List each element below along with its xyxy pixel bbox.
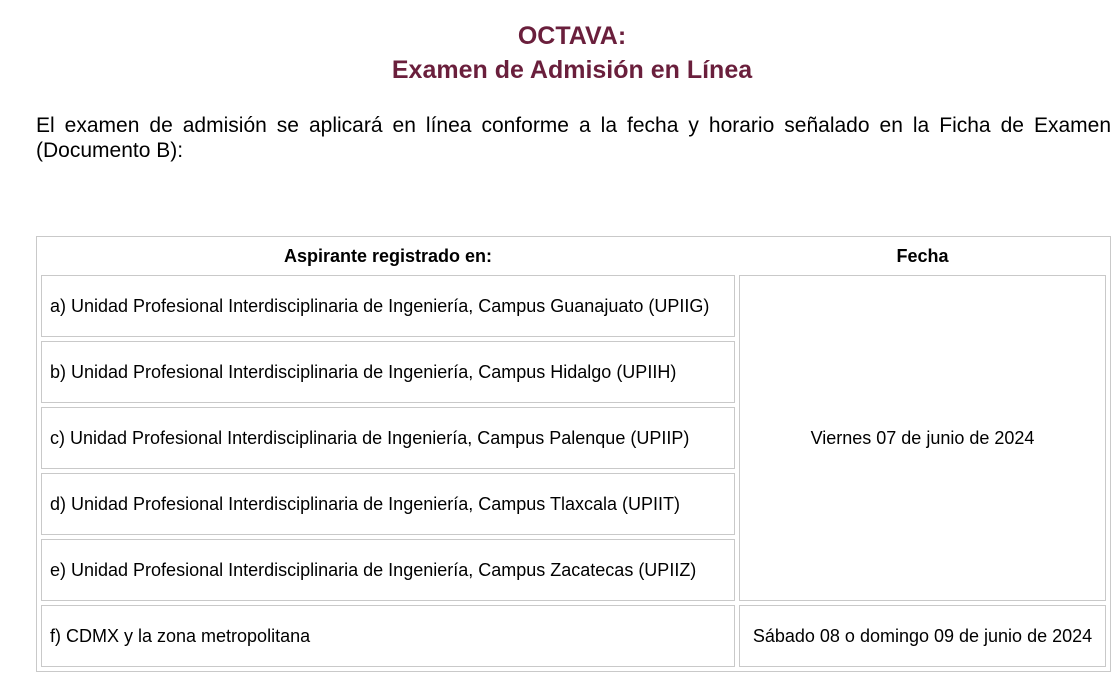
header-fecha: Fecha (896, 245, 949, 266)
header-aspirante: Aspirante registrado en: (283, 245, 493, 266)
section-subtitle: Examen de Admisión en Línea (391, 56, 753, 84)
campus-cell: b) Unidad Profesional Interdisciplinaria de Ingeniería, Campus Hidalgo (UPIIH) (41, 341, 735, 403)
campus-cell: f) CDMX y la zona metropolitana (41, 605, 735, 667)
date-cell: Sábado 08 o domingo 09 de junio de 2024 (739, 605, 1106, 667)
table-row (41, 605, 1106, 667)
intro-paragraph: El examen de admisión se aplicará en línea conforme a la fecha y horario señalado en la Ficha de Examen (Documento B): (36, 114, 1111, 162)
campus-cell: a) Unidad Profesional Interdisciplinaria de Ingeniería, Campus Guanajuato (UPIIG) (41, 275, 735, 337)
admission-schedule-table (36, 236, 1111, 672)
date-cell: Viernes 07 de junio de 2024 (739, 275, 1106, 601)
campus-cell: c) Unidad Profesional Interdisciplinaria de Ingeniería, Campus Palenque (UPIIP) (41, 407, 735, 469)
section-title: OCTAVA: (517, 22, 627, 50)
table-header-row (41, 241, 1106, 271)
table-row (41, 275, 1106, 337)
campus-cell: d) Unidad Profesional Interdisciplinaria de Ingeniería, Campus Tlaxcala (UPIIT) (41, 473, 735, 535)
campus-cell: e) Unidad Profesional Interdisciplinaria de Ingeniería, Campus Zacatecas (UPIIZ) (41, 539, 735, 601)
